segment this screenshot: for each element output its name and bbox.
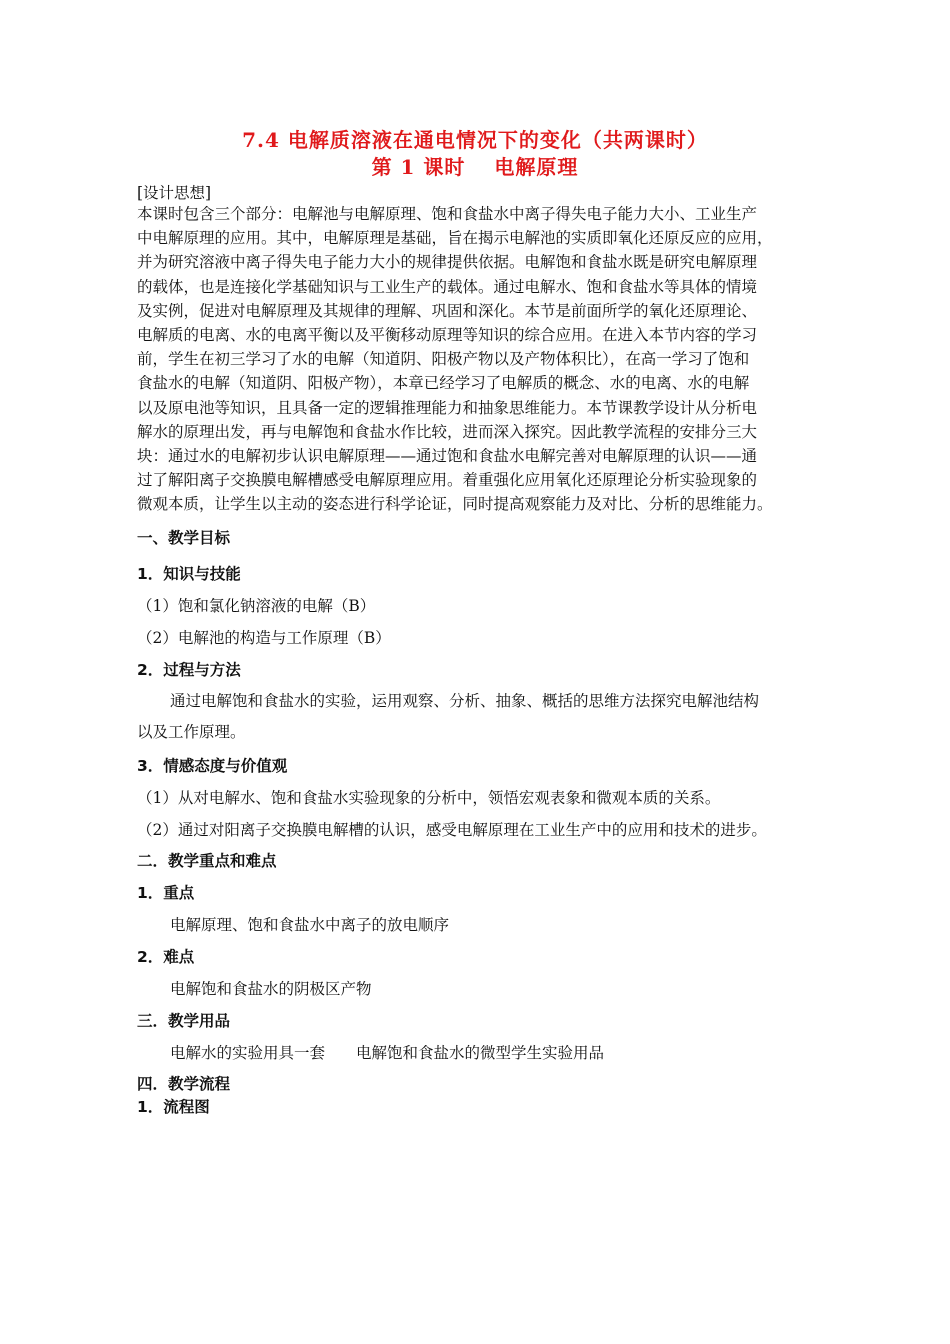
design-line: 中电解原理的应用。其中，电解原理是基础，旨在揭示电解池的实质即氧化还原反应的应用， bbox=[137, 229, 773, 248]
key-point-text: 电解原理、饱和食盐水中离子的放电顺序 bbox=[170, 916, 450, 934]
attitude-item: （1）从对电解水、饱和食盐水实验现象的分析中，领悟宏观表象和微观本质的关系。 bbox=[137, 789, 721, 807]
design-line: 微观本质，让学生以主动的姿态进行科学论证，同时提高观察能力及对比、分析的思维能力。 bbox=[137, 495, 773, 514]
design-line: 并为研究溶液中离子得失电子能力大小的规律提供依据。电解饱和食盐水既是研究电解原理 bbox=[137, 253, 758, 272]
subsection-heading-key: 1．重点 bbox=[137, 884, 195, 902]
design-line: 食盐水的电解（知道阴、阳极产物），本章已经学习了电解质的概念、水的电离、水的电解 bbox=[137, 374, 750, 393]
section-heading-objectives: 一、教学目标 bbox=[137, 529, 231, 547]
process-text: 通过电解饱和食盐水的实验，运用观察、分析、抽象、概括的思维方法探究电解池结构 bbox=[170, 692, 760, 710]
design-line: 过了解阳离子交换膜电解槽感受电解原理应用。着重强化应用氧化还原理论分析实验现象的 bbox=[137, 471, 758, 490]
design-line: 本课时包含三个部分：电解池与电解原理、饱和食盐水中离子得失电子能力大小、工业生产 bbox=[137, 205, 758, 223]
process-text: 以及工作原理。 bbox=[137, 723, 246, 741]
section-heading-key-points: 二．教学重点和难点 bbox=[137, 852, 277, 870]
section-heading-materials: 三．教学用品 bbox=[137, 1012, 231, 1030]
design-line: 块：通过水的电解初步认识电解原理——通过饱和食盐水电解完善对电解原理的认识——通 bbox=[137, 447, 758, 466]
design-line: 前，学生在初三学习了水的电解（知道阴、阳极产物以及产物体积比），在高一学习了饱和 bbox=[137, 350, 750, 369]
subsection-heading-difficulty: 2．难点 bbox=[137, 948, 195, 966]
knowledge-item: （2）电解池的构造与工作原理（B） bbox=[137, 629, 391, 647]
design-line: 解水的原理出发，再与电解饱和食盐水作比较，进而深入探究。因此教学流程的安排分三大 bbox=[137, 422, 758, 441]
knowledge-item: （1）饱和氯化钠溶液的电解（B） bbox=[137, 597, 376, 615]
document-title: 7.4 电解质溶液在通电情况下的变化（共两课时） bbox=[242, 128, 708, 152]
difficulty-text: 电解饱和食盐水的阴极区产物 bbox=[170, 980, 372, 998]
materials-text: 电解水的实验用具一套 电解饱和食盐水的微型学生实验用品 bbox=[170, 1044, 605, 1062]
subsection-heading-knowledge: 1．知识与技能 bbox=[137, 565, 241, 583]
section-heading-flow: 四．教学流程 bbox=[137, 1075, 231, 1093]
design-paragraph bbox=[137, 202, 819, 517]
subsection-heading-process: 2．过程与方法 bbox=[137, 661, 241, 679]
subsection-heading-attitude: 3．情感态度与价值观 bbox=[137, 757, 288, 775]
design-line: 及实例，促进对电解原理及其规律的理解、巩固和深化。本节是前面所学的氧化还原理论、 bbox=[137, 301, 758, 320]
design-line: 电解质的电离、水的电离平衡以及平衡移动原理等知识的综合应用。在进入本节内容的学习 bbox=[137, 326, 758, 345]
lesson-subtitle: 第 1 课时 电解原理 bbox=[371, 155, 579, 179]
design-heading: [设计思想] bbox=[137, 184, 212, 202]
design-line: 以及原电池等知识，且具备一定的逻辑推理能力和抽象思维能力。本节课教学设计从分析电 bbox=[137, 398, 758, 417]
attitude-item: （2）通过对阳离子交换膜电解槽的认识，感受电解原理在工业生产中的应用和技术的进步。 bbox=[137, 821, 767, 839]
subsection-heading-flowchart: 1．流程图 bbox=[137, 1098, 210, 1116]
design-line: 的载体，也是连接化学基础知识与工业生产的载体。通过电解水、饱和食盐水等具体的情境 bbox=[137, 277, 758, 296]
